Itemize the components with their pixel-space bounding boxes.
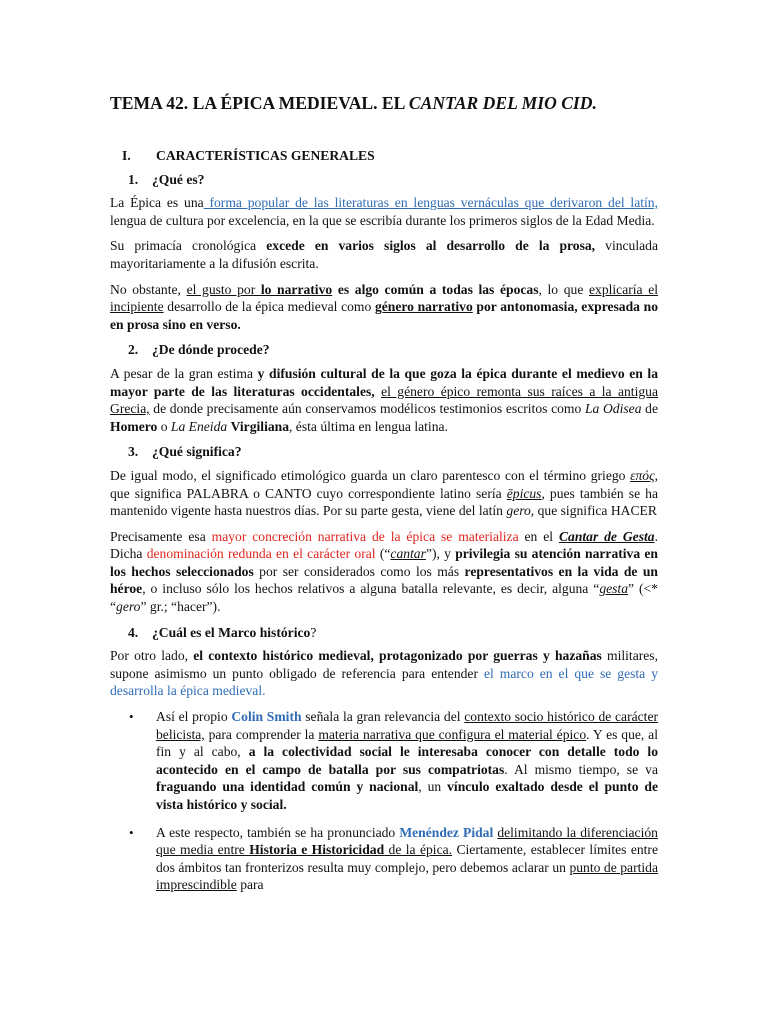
text-run-bold: Homero — [110, 418, 158, 434]
text-run: para comprender la — [204, 726, 319, 742]
text-run-bold: género narrativo — [374, 299, 473, 315]
text-run-bold: y difusión cultural de la que goza la épica durante el medievo en la mayor parte de las literaturas occidentales, — [110, 365, 659, 399]
bullet-list — [110, 708, 658, 894]
question-label: ¿Qué significa? — [152, 444, 242, 460]
text-run: lengua de cultura por excelencia, en la que se escribía durante los primeros siglos de la Edad Media. — [110, 212, 655, 228]
question-label-rest: ? — [310, 624, 317, 640]
text-run-red: mayor concreción narrativa de la épica se materializa — [211, 528, 519, 544]
text-run: No obstante, — [110, 281, 187, 297]
text-run: De igual modo, el significado etimológico guarda un claro parentesco con el término griego — [110, 467, 631, 483]
list-item — [110, 708, 658, 814]
text-run: A este respecto, también se ha pronunciado — [156, 824, 400, 840]
text-run-italic: cantar — [390, 546, 426, 562]
text-run: Su primacía cronológica — [110, 238, 267, 254]
text-run: de — [641, 401, 658, 417]
question-label: ¿De dónde procede? — [152, 342, 270, 358]
text-run: , lo que — [538, 281, 589, 297]
text-run: (“ — [375, 546, 391, 562]
text-run-italic: La Odisea — [584, 401, 642, 417]
paragraph-2 — [110, 237, 658, 272]
text-run-bold: Historia e Historicidad — [249, 842, 385, 858]
text-run: , ésta última en lengua latina. — [289, 418, 448, 434]
question-label: ¿Cuál es el Marco histórico — [152, 624, 311, 640]
text-run: . Dicha — [110, 528, 658, 562]
text-run: Ciertamente, establecer límites entre dos ámbitos tan fronterizos resulta muy complejo, pero debemos aclarar un — [156, 842, 658, 875]
bullet-icon: • — [129, 824, 134, 840]
text-run-bold: por antonomasia, expresada no en prosa sino en verso. — [110, 299, 658, 332]
paragraph-3 — [110, 281, 658, 334]
question-heading-1 — [128, 171, 658, 189]
text-run-underline: punto de partida imprescindible — [156, 859, 658, 893]
question-heading-3 — [128, 443, 658, 461]
question-label: ¿Qué es? — [152, 171, 205, 187]
text-run: , pues también se ha mantenido vigente hasta nuestros días. Por su parte gesta, viene del latín — [110, 485, 658, 519]
text-run-bold: privilegia su atención narrativa en los hechos seleccionados — [110, 546, 658, 579]
text-run-greek: επός — [630, 467, 655, 483]
text-run-bold: el contexto histórico medieval, protagonizado por guerras y hazañas — [193, 648, 602, 664]
text-run: Por otro lado, — [110, 648, 194, 664]
text-run: en el — [518, 528, 559, 544]
paragraph-1 — [110, 194, 658, 229]
text-run-underline: explicaría el incipiente — [110, 281, 659, 315]
text-run: A pesar de la gran estima — [110, 365, 258, 381]
text-run: de donde precisamente aún conservamos modélicos testimonios escritos como — [149, 401, 585, 417]
text-run: , que significa PALABRA o CANTO cuyo correspondiente latino sería — [110, 467, 658, 501]
text-run: que significa HACER — [534, 503, 657, 519]
question-heading-4 — [128, 624, 658, 642]
text-run-bold-italic: Cantar de Gesta — [558, 528, 655, 544]
text-run-blue: forma popular de las literaturas en lenguas vernáculas que derivaron del latín, — [203, 195, 658, 211]
paragraph-5 — [110, 467, 658, 520]
text-run-italic: gero, — [506, 503, 535, 519]
document-title — [110, 92, 658, 114]
paragraph-4 — [110, 365, 658, 435]
text-run: por ser considerados como los más — [253, 563, 465, 579]
question-number: 4. — [128, 624, 139, 640]
text-run: . Al mismo tiempo, se va — [504, 761, 658, 777]
text-run: militares, supone asimismo un punto obligado de referencia para entender — [110, 648, 658, 681]
text-run-italic: gesta — [599, 581, 629, 597]
text-run-bold: lo narrativo — [260, 281, 333, 297]
text-run: señala la gran relevancia del — [301, 709, 465, 725]
text-run: Precisamente esa — [110, 528, 212, 544]
text-run: , un — [418, 779, 448, 795]
text-run-bold: representativos en la vida de un héroe — [110, 563, 658, 597]
text-run-bold: fraguando una identidad común y nacional — [156, 779, 419, 795]
text-run-underline: de la épica. — [384, 842, 453, 858]
section-label: CARACTERÍSTICAS GENERALES — [156, 148, 375, 163]
list-item — [110, 824, 658, 894]
text-run: ”), y — [425, 546, 456, 562]
text-run-author: Menéndez Pidal — [399, 824, 494, 840]
text-run-underline: materia narrativa que configura el material épico — [318, 726, 587, 742]
question-number: 1. — [128, 171, 139, 187]
text-run: o — [157, 418, 171, 434]
text-run: para — [236, 877, 264, 893]
text-run-underline: delimitando la diferenciación que media entre — [156, 824, 658, 858]
paragraph-6 — [110, 528, 658, 616]
question-number: 2. — [128, 342, 139, 358]
paragraph-7 — [110, 647, 658, 700]
section-number: I. — [122, 148, 131, 163]
text-run-italic: La Eneida — [170, 418, 228, 434]
text-run-blue: el marco en el que se gesta y desarrolla la épica medieval. — [110, 665, 658, 699]
question-heading-2 — [128, 341, 658, 359]
text-run-italic: ēpicus — [506, 485, 542, 501]
text-run: . Y es que, al fin y al cabo, — [156, 726, 658, 760]
text-run: ” (<* “ — [110, 581, 658, 615]
text-run-bold: es algo común a todas las épocas — [332, 281, 539, 297]
text-run: desarrollo de la épica medieval como — [163, 299, 375, 315]
text-run-author: Colin Smith — [231, 709, 302, 725]
text-run-bold: a la colectividad social le interesaba conocer con detalle todo lo acontecido en el campo de batalla por sus compatriotas — [156, 744, 658, 777]
question-number: 3. — [128, 444, 139, 460]
text-run: vinculada mayoritariamente a la difusión escrita. — [110, 238, 658, 271]
text-run-bold: Virgiliana — [230, 418, 289, 434]
text-run-underline: contexto socio histórico de carácter belicista, — [156, 709, 659, 742]
title-main: TEMA 42. LA ÉPICA MEDIEVAL. EL — [110, 93, 409, 113]
text-run-underline: el género épico remonta sus raíces a la antigua Grecia, — [110, 383, 658, 417]
text-run: Así el propio — [156, 709, 232, 725]
text-run: La Épica es una — [110, 195, 204, 211]
bullet-icon: • — [129, 709, 134, 725]
title-italic: CANTAR DEL MIO CID. — [408, 93, 597, 113]
text-run: ” gr.; “hacer”). — [140, 599, 221, 615]
text-run-bold: excede en varios siglos al desarrollo de la prosa, — [266, 238, 596, 254]
text-run-underline: el gusto por — [186, 281, 261, 297]
text-run-italic: gero — [116, 599, 141, 615]
text-run-red: denominación redunda en el carácter oral — [146, 546, 376, 562]
text-run-bold: vínculo exaltado desde el punto de vista histórico y social. — [156, 779, 659, 812]
text-run: , o incluso sólo los hechos relativos a alguna batalla relevante, es decir, alguna “ — [142, 581, 600, 597]
section-heading — [122, 147, 658, 165]
